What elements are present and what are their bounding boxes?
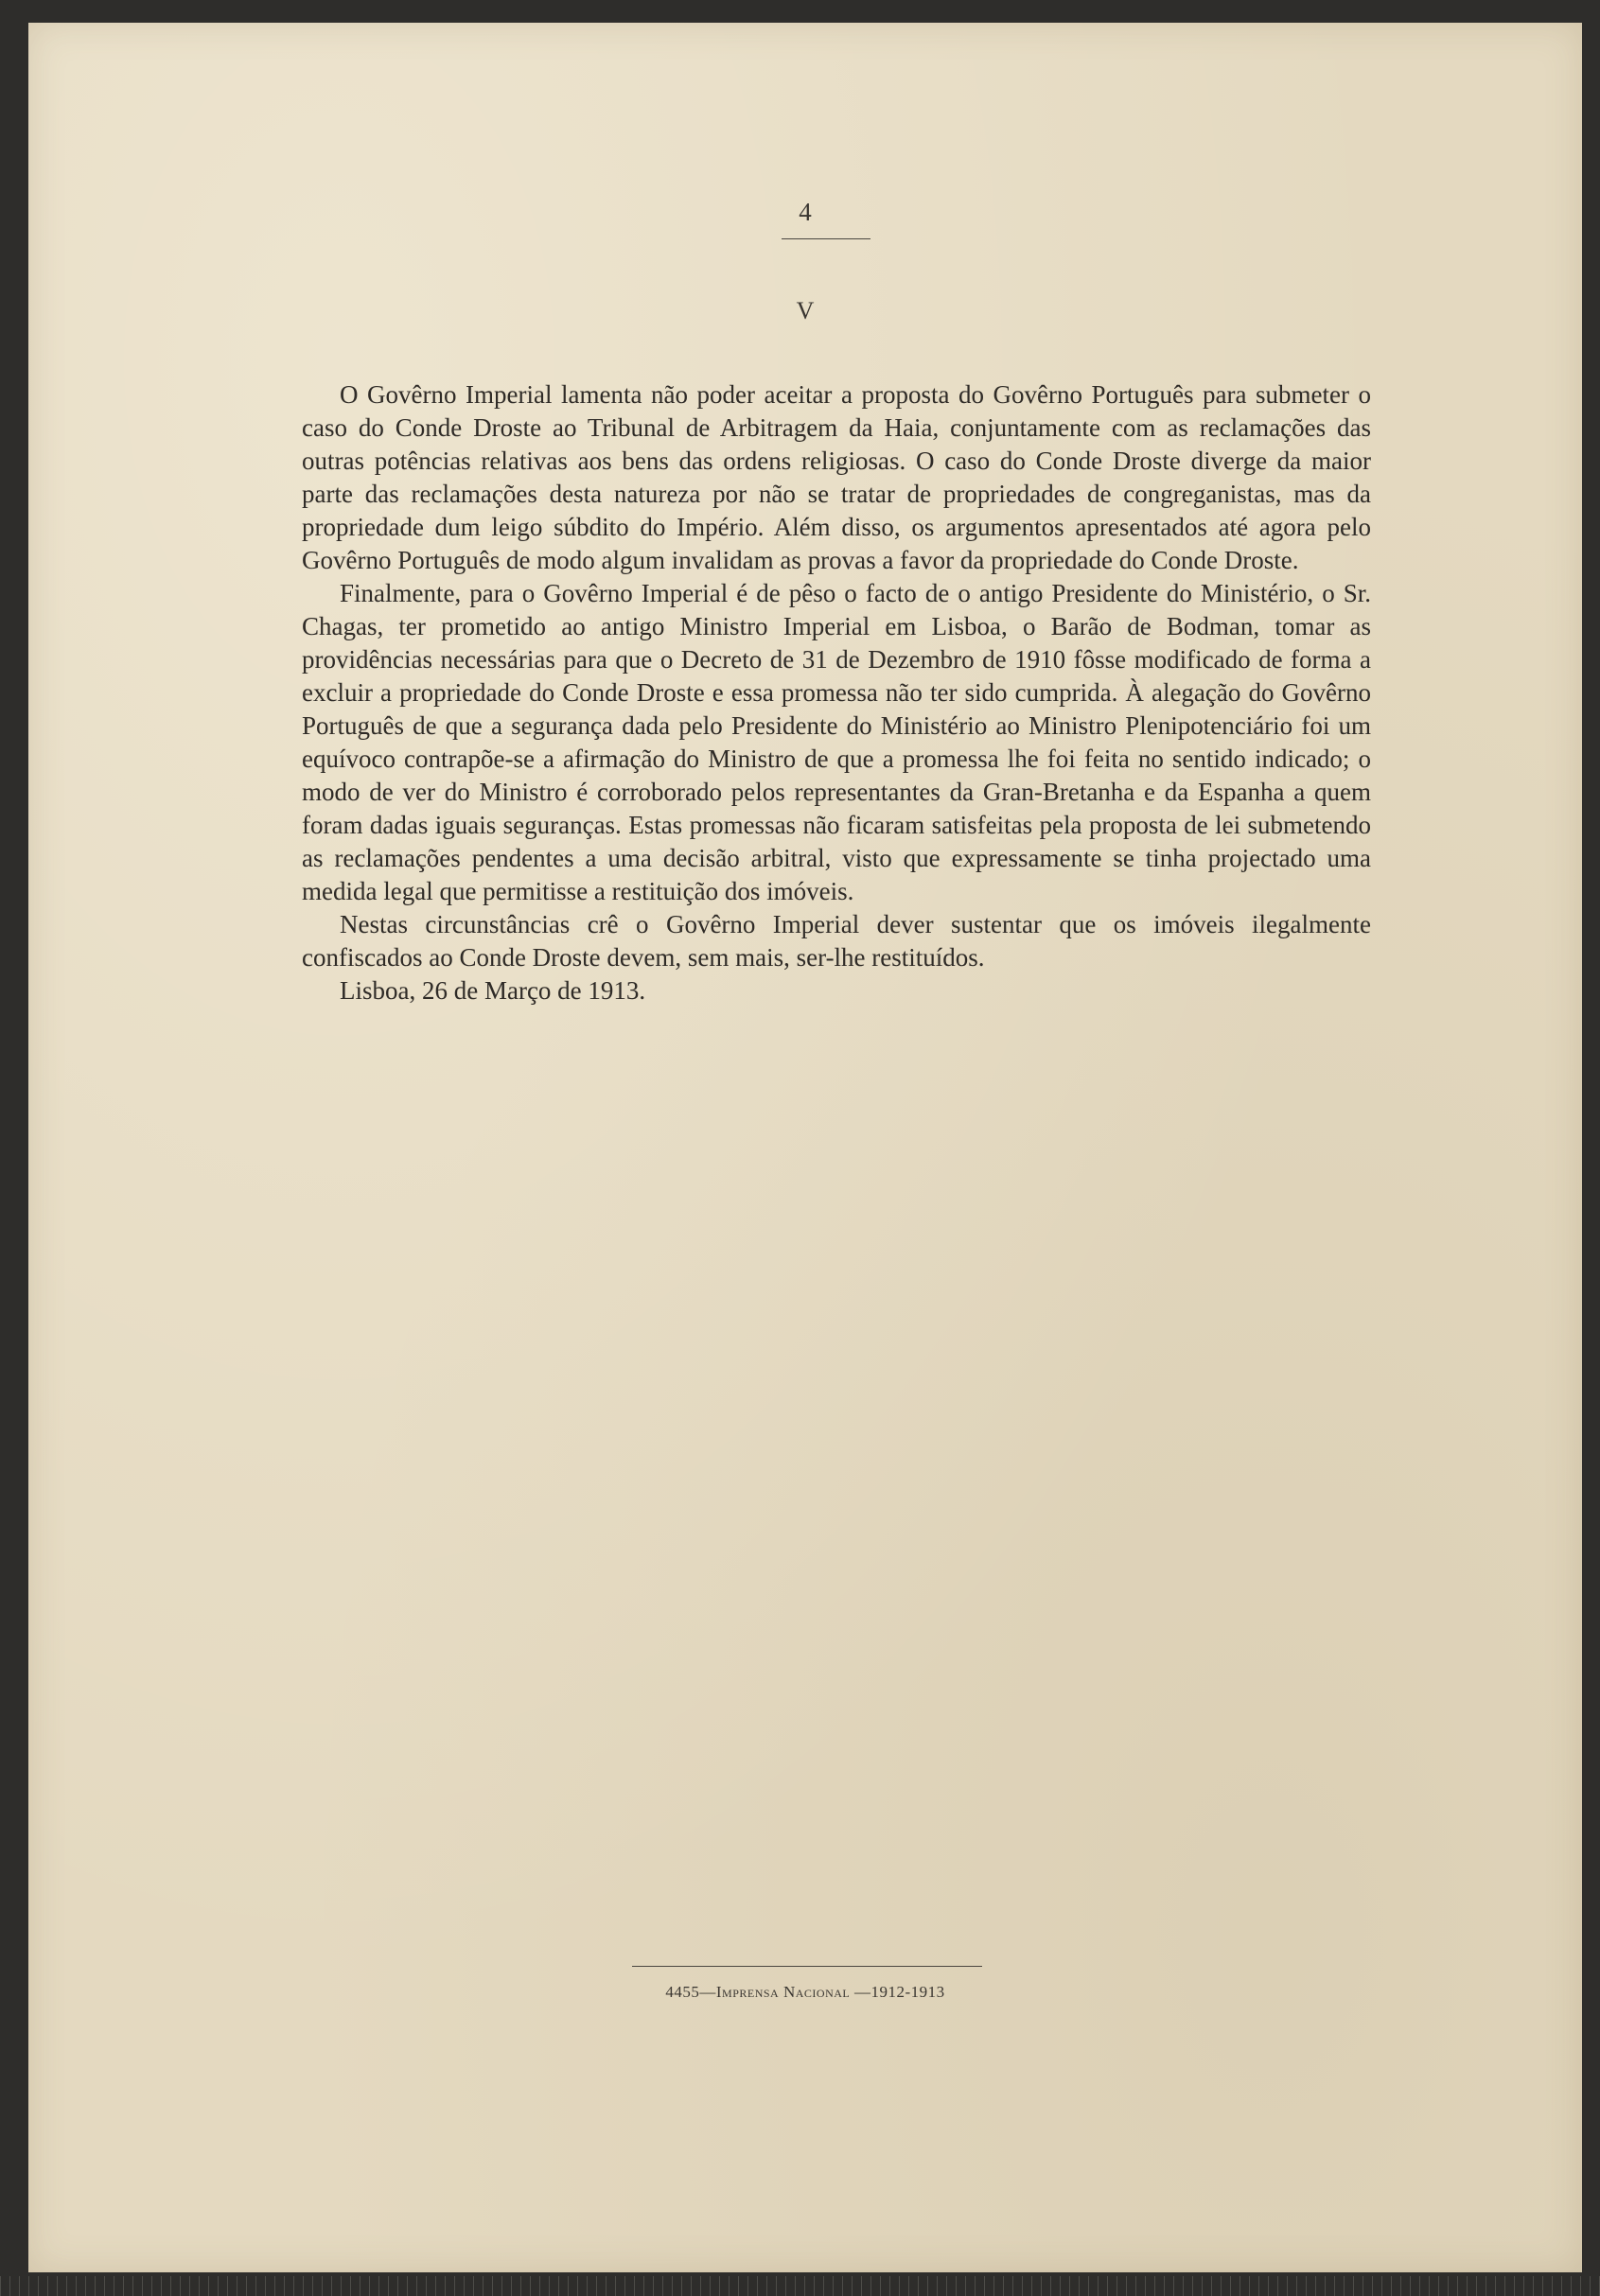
scan-ruler: [0, 2276, 1600, 2296]
printer-imprint: 4455—Imprensa Nacional —1912-1913: [665, 1983, 945, 2001]
footer-rule: [632, 1966, 982, 1967]
page-number-rule: [782, 238, 870, 239]
document-page: [28, 23, 1582, 2272]
date-line: Lisboa, 26 de Março de 1913.: [340, 976, 646, 1005]
paragraph-1: O Govêrno Imperial lamenta não poder aceitar a proposta do Govêrno Português para submeter o caso do Conde Droste ao Tribunal de Arbitragem da Haia, conjuntamente com as reclamações das outras potências relativas aos bens das ordens religiosas. O caso do Conde Droste diverge da maior parte das reclamações desta natureza por não se tratar de propriedades de congreganistas, mas da propriedade dum leigo súbdito do Império. Além disso, os argumentos apresentados até agora pelo Govêrno Português de modo algum invalidam as provas a favor da propriedade do Conde Droste.: [302, 380, 1371, 574]
page-number: 4: [799, 198, 812, 226]
section-heading: V: [796, 297, 815, 324]
paragraph-2: Finalmente, para o Govêrno Imperial é de pêso o facto de o antigo Presidente do Ministério, o Sr. Chagas, ter prometido ao antigo Ministro Imperial em Lisboa, o Barão de Bodman, tomar as providências necessárias para que o Decreto de 31 de Dezembro de 1910 fôsse modificado de forma a excluir a propriedade do Conde Droste e essa promessa não ter sido cumprida. À alegação do Govêrno Português de que a segurança dada pelo Presidente do Ministério ao Ministro Plenipotenciário foi um equívoco contrapõe-se a afirmação do Ministro de que a promessa lhe foi feita no sentido indicado; o modo de ver do Ministro é corroborado pelos representantes da Gran-Bretanha e da Espanha a quem foram dadas iguais seguranças. Estas promessas não ficaram satisfeitas pela proposta de lei submetendo as reclamações pendentes a uma decisão arbitral, visto que expressamente se tinha projectado uma medida legal que permitisse a restituição dos imóveis.: [302, 579, 1371, 905]
paragraph-3: Nestas circunstâncias crê o Govêrno Imperial dever sustentar que os imóveis ilegalmente confiscados ao Conde Droste devem, sem mais, ser-lhe restituídos.: [302, 910, 1371, 972]
document-body: [302, 378, 1371, 1008]
